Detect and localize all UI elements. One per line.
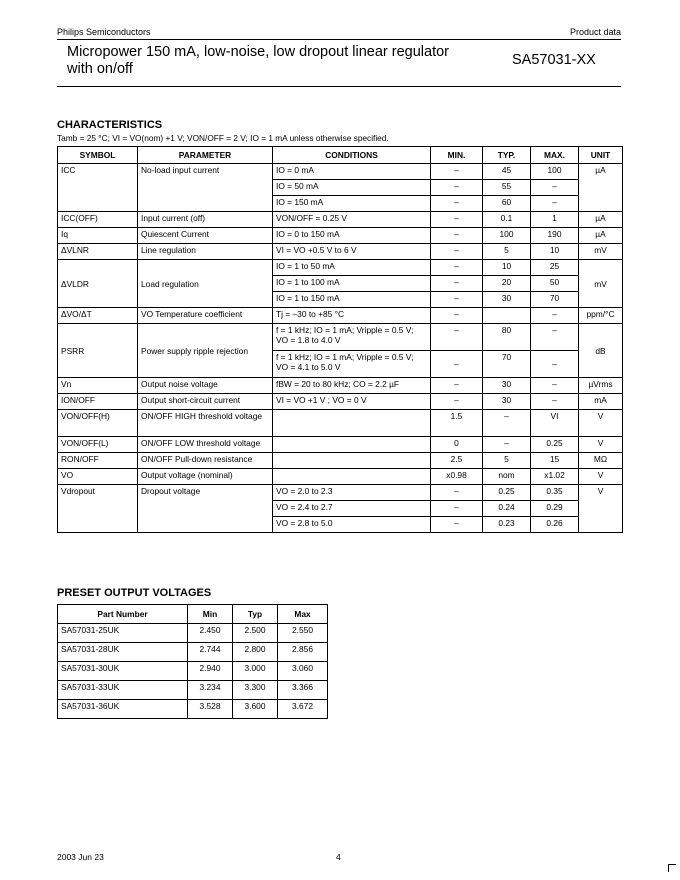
parameter-cell: Quiescent Current bbox=[138, 228, 273, 244]
typ-cell: 2.500 bbox=[233, 624, 278, 643]
max-cell: 15 bbox=[531, 453, 579, 469]
unit-cell: µVrms bbox=[579, 378, 623, 394]
min-cell: – bbox=[431, 244, 483, 260]
unit-cell: V bbox=[579, 485, 623, 533]
unit-cell: mV bbox=[579, 260, 623, 308]
conditions-cell: IO = 150 mA bbox=[273, 196, 431, 212]
max-cell: 50 bbox=[531, 276, 579, 292]
min-cell: – bbox=[431, 501, 483, 517]
conditions-cell bbox=[273, 351, 431, 378]
min-cell: – bbox=[431, 228, 483, 244]
unit-cell: dB bbox=[579, 324, 623, 378]
max-cell: 0.35 bbox=[531, 485, 579, 501]
min-cell: – bbox=[431, 517, 483, 533]
min-cell: 2.450 bbox=[188, 624, 233, 643]
characteristics-heading: CHARACTERISTICS bbox=[57, 119, 163, 131]
typ-cell: 70 bbox=[483, 351, 531, 378]
min-cell: – bbox=[431, 378, 483, 394]
conditions-line: f = 1 kHz; IO = 1 mA; Vripple = 0.5 V; bbox=[276, 325, 414, 335]
header-rule-top bbox=[57, 39, 621, 40]
conditions-line: VO = 4.1 to 5.0 V bbox=[276, 362, 341, 372]
max-cell: 3.366 bbox=[278, 681, 328, 700]
parameter-cell: Line regulation bbox=[138, 244, 273, 260]
min-cell: – bbox=[431, 212, 483, 228]
min-cell: 1.5 bbox=[431, 410, 483, 437]
document-type: Product data bbox=[569, 27, 621, 37]
min-cell: 2.744 bbox=[188, 643, 233, 662]
symbol-cell: VON/OFF(L) bbox=[58, 437, 138, 453]
symbol-cell: Vn bbox=[58, 378, 138, 394]
conditions-cell: VON/OFF = 0.25 V bbox=[273, 212, 431, 228]
part-number-cell: SA57031-36UK bbox=[58, 700, 188, 719]
typ-cell: 5 bbox=[483, 244, 531, 260]
unit-cell: V bbox=[579, 437, 623, 453]
parameter-cell: Output noise voltage bbox=[138, 378, 273, 394]
column-header: TYP. bbox=[483, 147, 531, 164]
typ-cell: 30 bbox=[483, 394, 531, 410]
header-rule-bottom bbox=[57, 86, 621, 87]
column-header: UNIT bbox=[579, 147, 623, 164]
max-cell: 2.856 bbox=[278, 643, 328, 662]
table-row bbox=[58, 244, 623, 260]
typ-cell: 55 bbox=[483, 180, 531, 196]
table-row bbox=[58, 212, 623, 228]
typ-cell bbox=[483, 308, 531, 324]
table-row bbox=[58, 485, 623, 501]
min-cell: – bbox=[431, 260, 483, 276]
symbol-cell: ΔVLNR bbox=[58, 244, 138, 260]
min-cell: 2.5 bbox=[431, 453, 483, 469]
table-header-row bbox=[58, 147, 623, 164]
table-row bbox=[58, 410, 623, 437]
max-cell: 190 bbox=[531, 228, 579, 244]
document-title: Micropower 150 mA, low-noise, low dropout linear regulator with on/off bbox=[67, 44, 450, 77]
typ-cell: – bbox=[483, 437, 531, 453]
column-header: MAX. bbox=[531, 147, 579, 164]
unit-cell: µA bbox=[579, 164, 623, 212]
min-cell: – bbox=[431, 180, 483, 196]
conditions-cell: IO = 50 mA bbox=[273, 180, 431, 196]
symbol-cell: ΔVLDR bbox=[58, 260, 138, 308]
footer-date: 2003 Jun 23 bbox=[57, 852, 104, 862]
parameter-cell: No-load input current bbox=[138, 164, 273, 212]
min-cell: – bbox=[431, 196, 483, 212]
symbol-cell: ION/OFF bbox=[58, 394, 138, 410]
typ-cell: 0.24 bbox=[483, 501, 531, 517]
typ-cell: 30 bbox=[483, 292, 531, 308]
conditions-cell bbox=[273, 437, 431, 453]
max-cell: 3.060 bbox=[278, 662, 328, 681]
typ-cell: 3.600 bbox=[233, 700, 278, 719]
symbol-cell: ICC(OFF) bbox=[58, 212, 138, 228]
preset-voltages-table bbox=[57, 604, 328, 719]
min-cell: – bbox=[431, 324, 483, 351]
max-cell: 3.672 bbox=[278, 700, 328, 719]
parameter-cell: Dropout voltage bbox=[138, 485, 273, 533]
unit-cell: ppm/°C bbox=[579, 308, 623, 324]
conditions-cell: IO = 1 to 150 mA bbox=[273, 292, 431, 308]
parameter-cell: ON/OFF LOW threshold voltage bbox=[138, 437, 273, 453]
parameter-cell: Input current (off) bbox=[138, 212, 273, 228]
part-number-cell: SA57031-33UK bbox=[58, 681, 188, 700]
max-cell: 100 bbox=[531, 164, 579, 180]
column-header: MIN. bbox=[431, 147, 483, 164]
part-number-cell: SA57031-28UK bbox=[58, 643, 188, 662]
unit-cell: µA bbox=[579, 212, 623, 228]
typ-cell: 2.800 bbox=[233, 643, 278, 662]
min-cell: – bbox=[431, 351, 483, 378]
symbol-cell: ICC bbox=[58, 164, 138, 212]
max-cell: 70 bbox=[531, 292, 579, 308]
max-cell: 0.25 bbox=[531, 437, 579, 453]
column-header: PARAMETER bbox=[138, 147, 273, 164]
symbol-cell: Vdropout bbox=[58, 485, 138, 533]
conditions-cell: VI = VO +1 V ; VO = 0 V bbox=[273, 394, 431, 410]
table-row bbox=[58, 469, 623, 485]
symbol-cell: VON/OFF(H) bbox=[58, 410, 138, 437]
max-cell: VI bbox=[531, 410, 579, 437]
table-row bbox=[58, 324, 623, 351]
conditions-cell: IO = 0 to 150 mA bbox=[273, 228, 431, 244]
table-header-row bbox=[58, 605, 328, 624]
typ-cell: nom bbox=[483, 469, 531, 485]
typ-cell: 0.1 bbox=[483, 212, 531, 228]
typ-cell: 5 bbox=[483, 453, 531, 469]
typ-cell: 80 bbox=[483, 324, 531, 351]
column-header: SYMBOL bbox=[58, 147, 138, 164]
max-cell: 10 bbox=[531, 244, 579, 260]
max-cell: – bbox=[531, 196, 579, 212]
max-cell: 2.550 bbox=[278, 624, 328, 643]
table-row bbox=[58, 378, 623, 394]
typ-cell: 100 bbox=[483, 228, 531, 244]
table-row bbox=[58, 437, 623, 453]
min-cell: – bbox=[431, 394, 483, 410]
typ-cell: 0.25 bbox=[483, 485, 531, 501]
conditions-cell bbox=[273, 324, 431, 351]
part-number: SA57031-XX bbox=[512, 52, 596, 68]
table-row bbox=[58, 700, 328, 719]
conditions-line: f = 1 kHz; IO = 1 mA; Vripple = 0.5 V; bbox=[276, 352, 414, 362]
column-header: Part Number bbox=[58, 605, 188, 624]
table-row bbox=[58, 308, 623, 324]
conditions-cell: fBW = 20 to 80 kHz; CO = 2.2 µF bbox=[273, 378, 431, 394]
unit-cell: V bbox=[579, 469, 623, 485]
conditions-cell bbox=[273, 469, 431, 485]
crop-mark bbox=[668, 864, 676, 872]
unit-cell: V bbox=[579, 410, 623, 437]
column-header: Max bbox=[278, 605, 328, 624]
page-number: 4 bbox=[336, 852, 341, 862]
table-row bbox=[58, 681, 328, 700]
min-cell: – bbox=[431, 485, 483, 501]
symbol-cell: VO bbox=[58, 469, 138, 485]
table-row bbox=[58, 453, 623, 469]
column-header: CONDITIONS bbox=[273, 147, 431, 164]
typ-cell: 30 bbox=[483, 378, 531, 394]
table-row bbox=[58, 228, 623, 244]
conditions-cell: VO = 2.8 to 5.0 bbox=[273, 517, 431, 533]
max-cell: x1.02 bbox=[531, 469, 579, 485]
typ-cell: 3.300 bbox=[233, 681, 278, 700]
symbol-cell: RON/OFF bbox=[58, 453, 138, 469]
unit-cell: mV bbox=[579, 244, 623, 260]
parameter-cell: Output short-circuit current bbox=[138, 394, 273, 410]
unit-cell: µA bbox=[579, 228, 623, 244]
table-row bbox=[58, 394, 623, 410]
max-cell: – bbox=[531, 180, 579, 196]
conditions-cell: IO = 1 to 100 mA bbox=[273, 276, 431, 292]
min-cell: – bbox=[431, 292, 483, 308]
conditions-cell: IO = 1 to 50 mA bbox=[273, 260, 431, 276]
max-cell: 1 bbox=[531, 212, 579, 228]
test-conditions-note: Tamb = 25 °C; VI = VO(nom) +1 V; VON/OFF = 2 V; IO = 1 mA unless otherwise specified. bbox=[57, 133, 389, 143]
preset-heading: PRESET OUTPUT VOLTAGES bbox=[57, 587, 212, 599]
typ-cell: 60 bbox=[483, 196, 531, 212]
conditions-cell bbox=[273, 453, 431, 469]
conditions-cell: Tj = –30 to +85 °C bbox=[273, 308, 431, 324]
table-row bbox=[58, 260, 623, 276]
conditions-cell bbox=[273, 410, 431, 437]
max-cell: 25 bbox=[531, 260, 579, 276]
max-cell: – bbox=[531, 324, 579, 351]
table-row bbox=[58, 662, 328, 681]
parameter-cell: VO Temperature coefficient bbox=[138, 308, 273, 324]
max-cell: – bbox=[531, 394, 579, 410]
typ-cell: 3.000 bbox=[233, 662, 278, 681]
symbol-cell: ΔVO/ΔT bbox=[58, 308, 138, 324]
parameter-cell: Output voltage (nominal) bbox=[138, 469, 273, 485]
typ-cell: – bbox=[483, 410, 531, 437]
typ-cell: 10 bbox=[483, 260, 531, 276]
min-cell: 3.528 bbox=[188, 700, 233, 719]
min-cell: – bbox=[431, 164, 483, 180]
part-number-cell: SA57031-30UK bbox=[58, 662, 188, 681]
max-cell: 0.26 bbox=[531, 517, 579, 533]
min-cell: – bbox=[431, 308, 483, 324]
max-cell: – bbox=[531, 378, 579, 394]
part-number-cell: SA57031-25UK bbox=[58, 624, 188, 643]
parameter-cell: ON/OFF Pull-down resistance bbox=[138, 453, 273, 469]
conditions-cell: VI = VO +0.5 V to 6 V bbox=[273, 244, 431, 260]
conditions-line: VO = 1.8 to 4.0 V bbox=[276, 335, 341, 345]
unit-cell: mA bbox=[579, 394, 623, 410]
parameter-cell: ON/OFF HIGH threshold voltage bbox=[138, 410, 273, 437]
max-cell: – bbox=[531, 351, 579, 378]
parameter-cell: Load regulation bbox=[138, 260, 273, 308]
column-header: Min bbox=[188, 605, 233, 624]
min-cell: 3.234 bbox=[188, 681, 233, 700]
min-cell: 0 bbox=[431, 437, 483, 453]
table-row bbox=[58, 643, 328, 662]
symbol-cell: Iq bbox=[58, 228, 138, 244]
symbol-cell: PSRR bbox=[58, 324, 138, 378]
min-cell: x0.98 bbox=[431, 469, 483, 485]
company-name: Philips Semiconductors bbox=[57, 27, 151, 37]
max-cell: 0.29 bbox=[531, 501, 579, 517]
conditions-cell: IO = 0 mA bbox=[273, 164, 431, 180]
typ-cell: 20 bbox=[483, 276, 531, 292]
conditions-cell: VO = 2.0 to 2.3 bbox=[273, 485, 431, 501]
typ-cell: 45 bbox=[483, 164, 531, 180]
table-row bbox=[58, 624, 328, 643]
conditions-cell: VO = 2.4 to 2.7 bbox=[273, 501, 431, 517]
typ-cell: 0.23 bbox=[483, 517, 531, 533]
column-header: Typ bbox=[233, 605, 278, 624]
characteristics-table bbox=[57, 146, 623, 533]
unit-cell: MΩ bbox=[579, 453, 623, 469]
min-cell: – bbox=[431, 276, 483, 292]
parameter-cell: Power supply ripple rejection bbox=[138, 324, 273, 378]
min-cell: 2.940 bbox=[188, 662, 233, 681]
max-cell: – bbox=[531, 308, 579, 324]
table-row bbox=[58, 164, 623, 180]
